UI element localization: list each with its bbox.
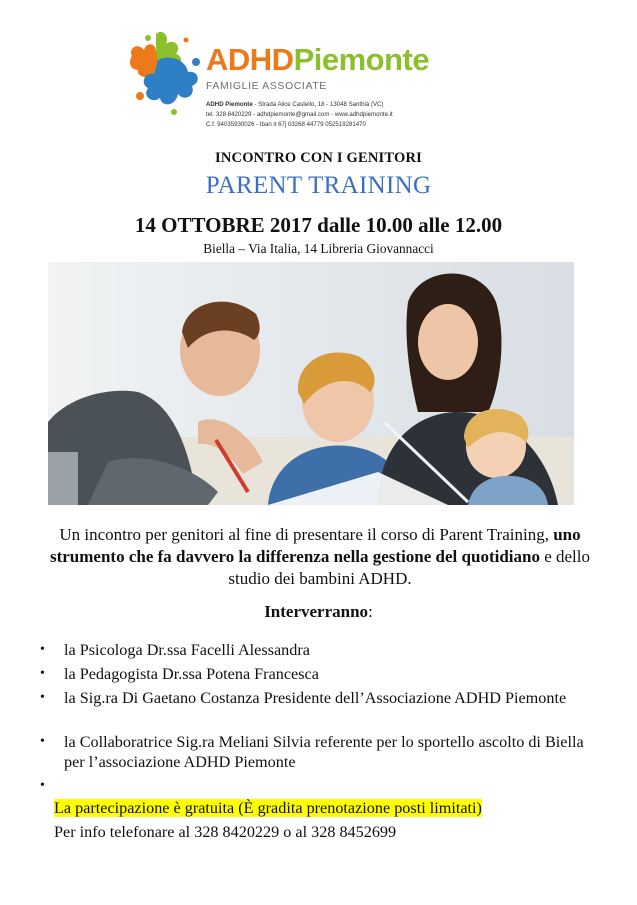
intro-part3: e dello studio dei bambini ADHD. — [228, 547, 591, 588]
brand-name-part1: ADHD — [206, 42, 294, 77]
contact-line-phone: tel. 328 8420229 - adhdpiemonte@gmail.com - www.adhdpiemonte.it — [206, 111, 393, 118]
speakers-heading-colon: : — [368, 602, 373, 621]
list-item — [38, 640, 310, 660]
info-phone-line: Per info telefonare al 328 8420229 o al 328 8452699 — [54, 823, 397, 841]
bullet-icon: • — [40, 734, 45, 749]
event-title: PARENT TRAINING — [205, 172, 432, 199]
speakers-heading-label: Interverranno — [264, 602, 369, 621]
event-kicker: INCONTRO CON I GENITORI — [215, 150, 422, 166]
intro-bold-statement: uno strumento che fa davvero la differenza nella gestione del quotidiano — [49, 525, 581, 566]
contact-line-tax: C.f. 94035930026 - Iban it 67j 03268 44779 052519281470 — [206, 121, 366, 128]
event-date: 14 OTTOBRE 2017 dalle 10.00 alle 12.00 — [134, 213, 503, 237]
paint-splash-logo-icon — [126, 26, 204, 116]
contact-block — [206, 100, 393, 130]
participation-note — [54, 798, 482, 818]
letterhead-logo — [122, 24, 472, 138]
contact-line-address — [206, 100, 393, 110]
brand-name-part2: Piemonte — [293, 42, 430, 77]
list-item — [38, 688, 608, 708]
intro-paragraph — [30, 524, 610, 590]
list-item — [38, 664, 319, 684]
brand-name — [206, 44, 429, 75]
list-item — [38, 732, 608, 772]
speaker-text: la Collaboratrice Sig.ra Meliani Silvia referente per lo sportello ascolto di Biella per l’associazione ADHD Piemonte — [64, 733, 584, 771]
bullet-icon: • — [40, 778, 45, 793]
bullet-icon: • — [40, 642, 45, 657]
speaker-text: la Sig.ra Di Gaetano Costanza Presidente dell’Associazione ADHD Piemonte — [64, 689, 567, 707]
participation-highlight: La partecipazione è gratuita (È gradita prenotazione posti limitati) — [54, 799, 482, 817]
brand-subtitle: FAMIGLIE ASSOCIATE — [206, 80, 327, 92]
contact-address: - Strada Alice Castello, 18 - 13048 Santhià (VC) — [252, 101, 384, 108]
event-venue: Biella – Via Italia, 14 Libreria Giovannacci — [203, 241, 434, 256]
speaker-text: la Psicologa Dr.ssa Facelli Alessandra — [64, 641, 310, 659]
speakers-heading — [0, 602, 637, 622]
intro-part1: Un incontro per genitori al fine di presentare il corso di Parent Training, — [59, 525, 554, 544]
bullet-icon: • — [40, 666, 45, 681]
speaker-text: la Pedagogista Dr.ssa Potena Francesca — [64, 665, 319, 683]
contact-org: ADHD Piemonte — [206, 101, 253, 108]
parents-and-children-photo — [48, 262, 574, 505]
bullet-icon: • — [40, 690, 45, 705]
